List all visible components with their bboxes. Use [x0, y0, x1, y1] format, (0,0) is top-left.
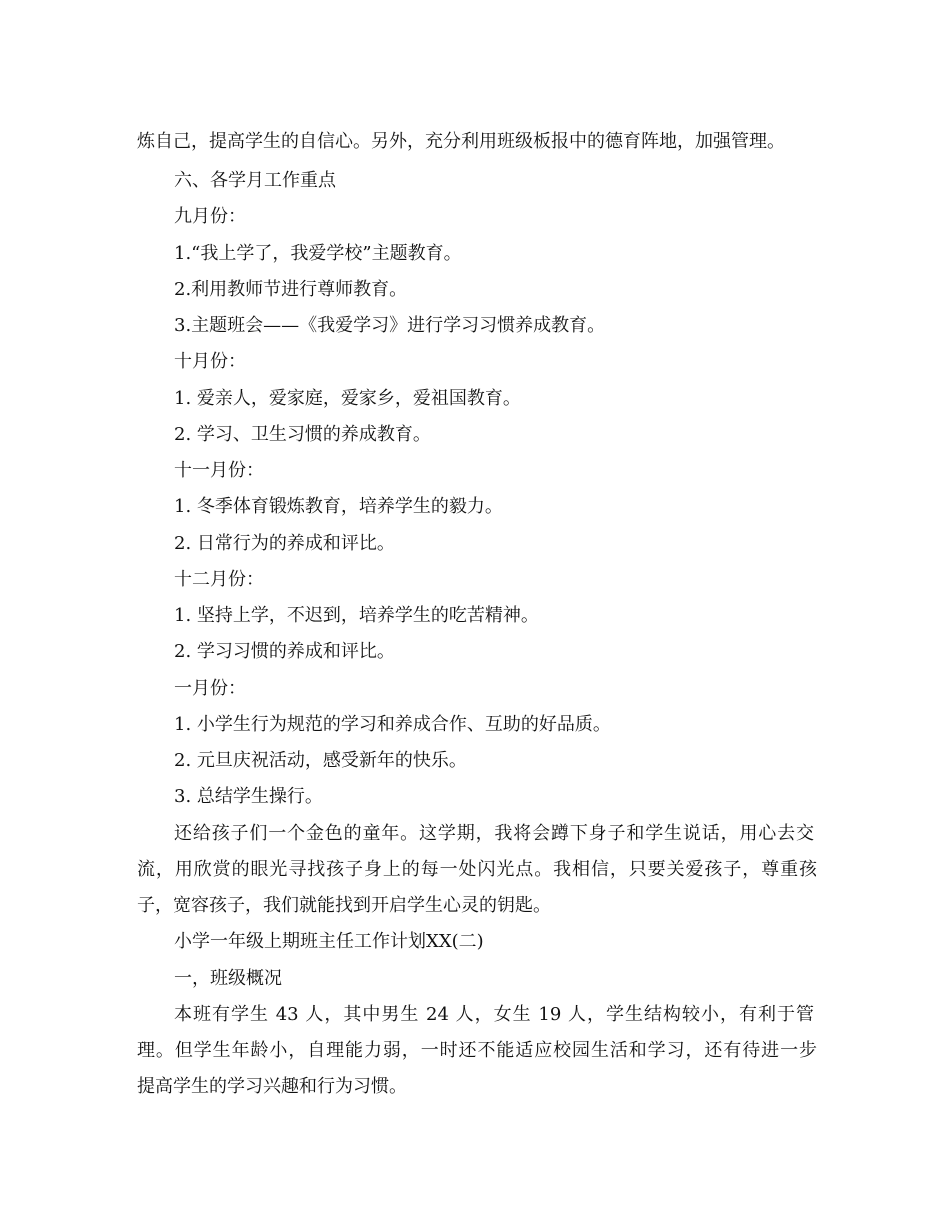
- month-heading: 九月份：: [174, 206, 246, 227]
- list-item: 2. 元旦庆祝活动，感受新年的快乐。: [174, 750, 467, 771]
- list-item: 3.主题班会——《我爱学习》进行学习习惯养成教育。: [174, 315, 606, 336]
- month-heading: 十一月份：: [174, 460, 264, 481]
- list-item: 2.利用教师节进行尊师教育。: [174, 279, 408, 300]
- month-heading: 一月份：: [174, 678, 246, 699]
- list-item: 3. 总结学生操行。: [174, 786, 323, 807]
- paragraph-line: 子，宽容孩子，我们就能找到开启学生心灵的钥匙。: [137, 895, 551, 916]
- list-item: 2. 学习、卫生习惯的养成教育。: [174, 424, 431, 445]
- paragraph-line: 理。但学生年龄小，自理能力弱，一时还不能适应校园生活和学习，还有待进一步: [137, 1040, 817, 1061]
- section-heading: 六、各学月工作重点: [174, 170, 336, 191]
- paragraph-line: 炼自己，提高学生的自信心。另外，充分利用班级板报中的德育阵地，加强管理。: [137, 131, 785, 152]
- section-heading: 一，班级概况: [174, 968, 282, 989]
- list-item: 1. 爱亲人，爱家庭，爱家乡，爱祖国教育。: [174, 388, 521, 409]
- list-item: 1.“我上学了，我爱学校”主题教育。: [174, 243, 462, 264]
- list-item: 1. 坚持上学，不迟到，培养学生的吃苦精神。: [174, 605, 539, 626]
- paragraph-line: 本班有学生 43 人，其中男生 24 人，女生 19 人，学生结构较小，有利于管: [174, 1004, 814, 1025]
- paragraph-line: 流，用欣赏的眼光寻找孩子身上的每一处闪光点。我相信，只要关爱孩子，尊重孩: [137, 859, 817, 880]
- list-item: 1. 小学生行为规范的学习和养成合作、互助的好品质。: [174, 714, 611, 735]
- paragraph-line: 还给孩子们一个金色的童年。这学期，我将会蹲下身子和学生说话，用心去交: [174, 823, 814, 844]
- month-heading: 十月份：: [174, 351, 246, 372]
- document-subtitle: 小学一年级上期班主任工作计划XX(二): [174, 931, 484, 952]
- month-heading: 十二月份：: [174, 569, 264, 590]
- paragraph-line: 提高学生的学习兴趣和行为习惯。: [137, 1076, 407, 1097]
- list-item: 2. 学习习惯的养成和评比。: [174, 641, 395, 662]
- list-item: 1. 冬季体育锻炼教育，培养学生的毅力。: [174, 496, 503, 517]
- list-item: 2. 日常行为的养成和评比。: [174, 533, 395, 554]
